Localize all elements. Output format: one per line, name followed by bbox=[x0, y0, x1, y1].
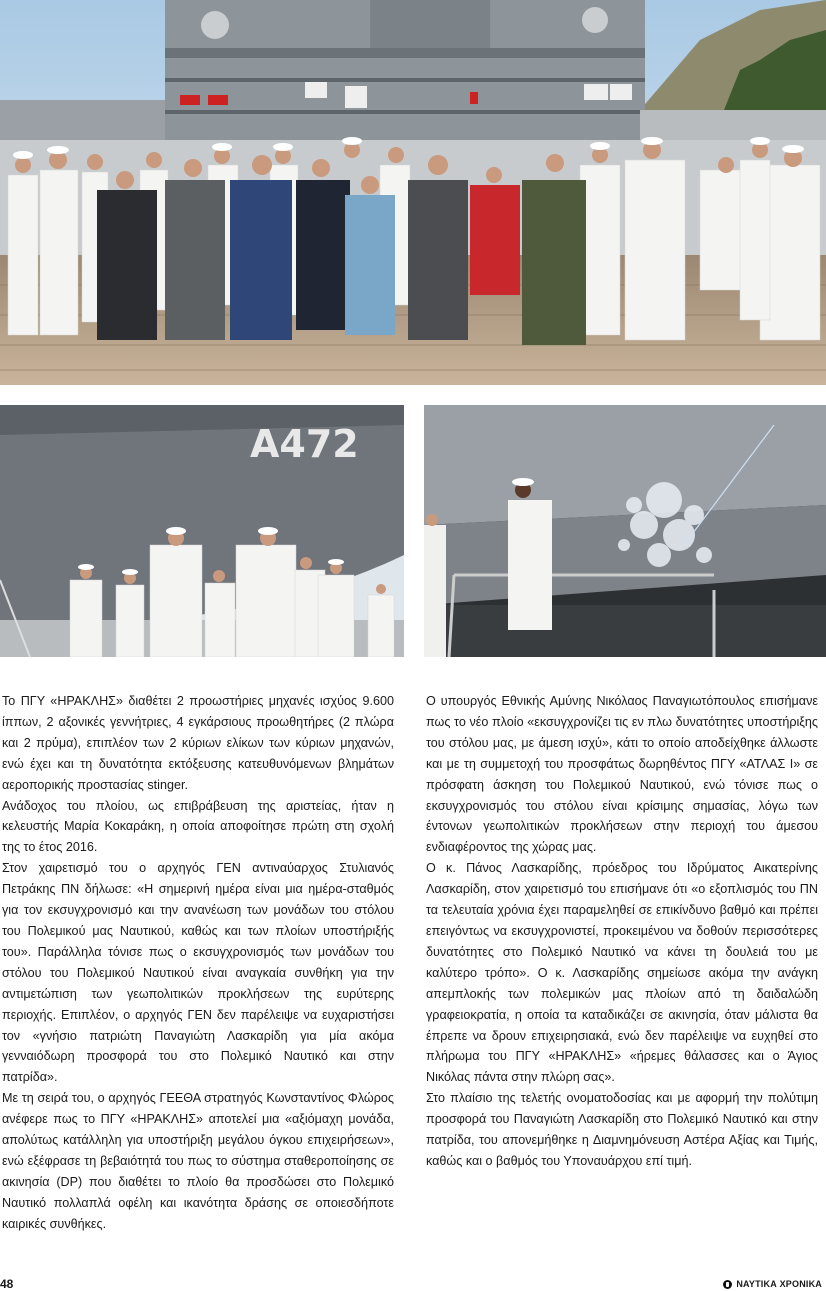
group-photo bbox=[0, 0, 826, 385]
publication-title: ΝΑΥΤΙΚΑ ΧΡΟΝΙΚΑ bbox=[736, 1279, 822, 1289]
article-paragraph: Ο κ. Πάνος Λασκαρίδης, πρόεδρος του Ιδρύματος Αικατερίνης Λασκαρίδη, στον χαιρετισμό του επισήμανε ότι «ο εξοπλισμός του ΠΝ τα τελευταία χρόνια έχει παραμεληθεί σε επικίνδυνο βαθμό και πρέπει επειγόντως να εκσυγχρονιστεί, προκειμένου να δοθούν περισσότερες δυνατότητες στο Πολεμικό Ναυτικό να κάνει τη δουλειά του με καλύτερο τρόπο». Ο κ. Λασκαρίδης σημείωσε ακόμα την ανάγκη απεμπλοκής των πολεμικών μας πλοίων από τη δαιδαλώδη γραφειοκρατία, η οποία τα καταδικάζει σε ακινησία, όταν μάλιστα θα έπρεπε να δρουν επιχειρησιακά, ενώ δεν παρέλειψε να ευχηθεί στο πλήρωμα του ΠΓΥ «ΗΡΑΚΛΗΣ» «ήρεμες θάλασσες και ο Άγιος Νικόλας πάντα στην πλώρη σας». bbox=[426, 861, 818, 1085]
article-paragraph: Με τη σειρά του, ο αρχηγός ΓΕΕΘΑ στρατηγός Κωνσταντίνος Φλώρος ανέφερε πως το ΠΓΥ «ΗΡΑΚΛΗΣ» αποτελεί μια «αξιόμαχη μονάδα, απολύτως κατάλληλη για υποστήριξη μεγάλου όγκου επιχειρήσεων», ενώ εξέφρασε τη βεβαιότητά του πως το σύστημα σταθεροποίησης σε ακινησία (DP) που διαθέτει το πλοίο θα προσδώσει στο Πολεμικό Ναυτικό πολλαπλά οφέλη και ικανότητα δράσης σε οποιεσδήποτε καιρικές συνθήκες. bbox=[2, 1091, 394, 1231]
hull-number: A472 bbox=[250, 422, 359, 466]
publication-logo-icon bbox=[723, 1280, 732, 1289]
article-paragraph: Στο πλαίσιο της τελετής ονοματοδοσίας και με αφορμή την πολύτιμη προσφορά του Παναγιώτη Λασκαρίδη στο Πολεμικό Ναυτικό και στην πατρίδα, του απονεμήθηκε η Διαμνημόνευση Αστέρα Αξίας και Τιμής, καθώς και ο βαθμός του Υποναυάρχου επί τιμή. bbox=[426, 1091, 818, 1168]
publication-name bbox=[723, 1279, 822, 1289]
christening-photo bbox=[424, 405, 826, 657]
crew-hull-photo bbox=[0, 405, 404, 657]
article-paragraph: Στον χαιρετισμό του ο αρχηγός ΓΕΝ αντιναύαρχος Στυλιανός Πετράκης ΠΝ δήλωσε: «Η σημερινή ημέρα είναι μια ημέρα-σταθμός για τον εκσυγχρονισμό και την ανανέωση των μονάδων του στόλου του Πολεμικού μας Ναυτικού, καθώς και των πλοίων υποστήριξής του». Παράλληλα τόνισε πως ο εκσυγχρονισμός των μονάδων του στόλου του Πολεμικού Ναυτικού είναι αναγκαία συνθήκη για την αντιμετώπιση των γεωπολιτικών προκλήσεων της ευρύτερης περιοχής. Επιπλέον, ο αρχηγός ΓΕΝ δεν παρέλειψε να ευχαριστήσει τον «γνήσιο πατριώτη Παναγιώτη Λασκαρίδη για μία ακόμα γενναιόδωρη προσφορά του στο Πολεμικό Ναυτικό και στην πατρίδα». bbox=[2, 861, 394, 1085]
article-paragraph: Το ΠΓΥ «ΗΡΑΚΛΗΣ» διαθέτει 2 προωστήριες μηχανές ισχύος 9.600 ίππων, 2 αξονικές γεννήτριες, 4 εγκάρσιους προωθητήρες (2 πλώρα και 2 πρύμα), επιπλέον των 2 κύριων ελίκων των κύριων μηχανών, ενώ έχει και τη δυνατότητα εκτόξευσης κατευθυνόμενων βλημάτων αεροπορικής προστασίας stinger. bbox=[2, 694, 394, 792]
page-number: 48 bbox=[0, 1277, 14, 1291]
article-paragraph: Ανάδοχος του πλοίου, ως επιβράβευση της αριστείας, ήταν η κελευστής Μαρία Κοκαράκη, η οποία αποφοίτησε πρώτη στη σχολή της το έτος 2016. bbox=[2, 798, 394, 855]
article-paragraph: Ο υπουργός Εθνικής Αμύνης Νικόλαος Παναγιωτόπουλος επισήμανε πως το νέο πλοίο «εκσυγχρονίζει τις εν πλω δυνατότητες υποστήριξης του στόλου μας, με άμεση ισχύ», κάτι το οποίο αποδείχθηκε άλλωστε και με τη συμμετοχή του προσφάτως δωρηθέντος ΠΓΥ «ΑΤΛΑΣ Ι» σε πρόσφατη άσκηση του Πολεμικού Ναυτικού, ενώ τόνισε πως ο εκσυγχρονισμός του στόλου είναι κρίσιμης σημασίας, λόγω των έντονων γεωπολιτικών προκλήσεων στην περιοχή του άμεσου ενδιαφέροντος της χώρας μας. bbox=[426, 694, 818, 855]
article-column-right bbox=[426, 691, 818, 1172]
article-column-left bbox=[2, 691, 394, 1235]
